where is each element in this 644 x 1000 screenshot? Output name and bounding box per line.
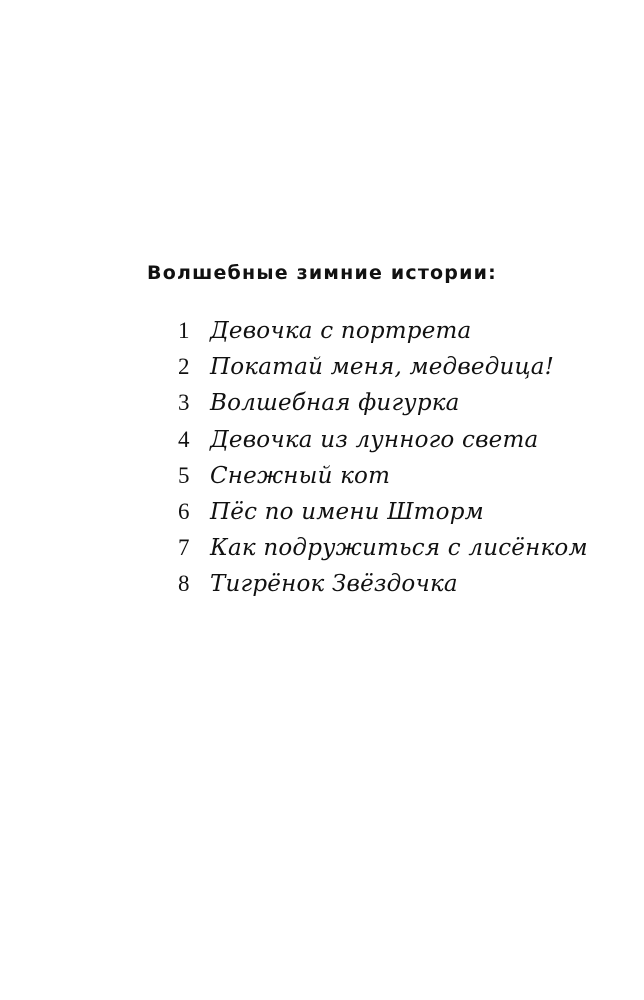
list-item [178, 463, 588, 499]
book-number: 2 [178, 354, 190, 380]
book-number: 6 [178, 498, 190, 524]
book-list [178, 318, 588, 608]
book-title: Как подружиться с лисёнком [210, 535, 588, 562]
book-title: Снежный кот [210, 462, 391, 489]
book-number: 8 [178, 571, 190, 597]
book-title: Девочка из лунного света [210, 426, 539, 453]
list-item [178, 390, 588, 426]
list-item [178, 571, 588, 607]
book-number: 4 [178, 426, 190, 452]
book-title: Покатай меня, медведица! [210, 354, 555, 381]
book-number: 5 [178, 462, 190, 488]
book-number: 1 [178, 318, 190, 343]
book-title: Пёс по имени Шторм [210, 498, 484, 525]
book-title: Тигрёнок Звёздочка [210, 571, 458, 598]
book-number: 7 [178, 535, 190, 561]
series-heading: Волшебные зимние истории: [147, 262, 497, 284]
book-number: 3 [178, 390, 190, 416]
book-title: Волшебная фигурка [210, 390, 460, 417]
book-title: Девочка с портрета [210, 318, 472, 344]
list-item [178, 354, 588, 390]
list-item [178, 535, 588, 571]
list-item [178, 427, 588, 463]
list-item [178, 499, 588, 535]
list-item [178, 318, 588, 354]
